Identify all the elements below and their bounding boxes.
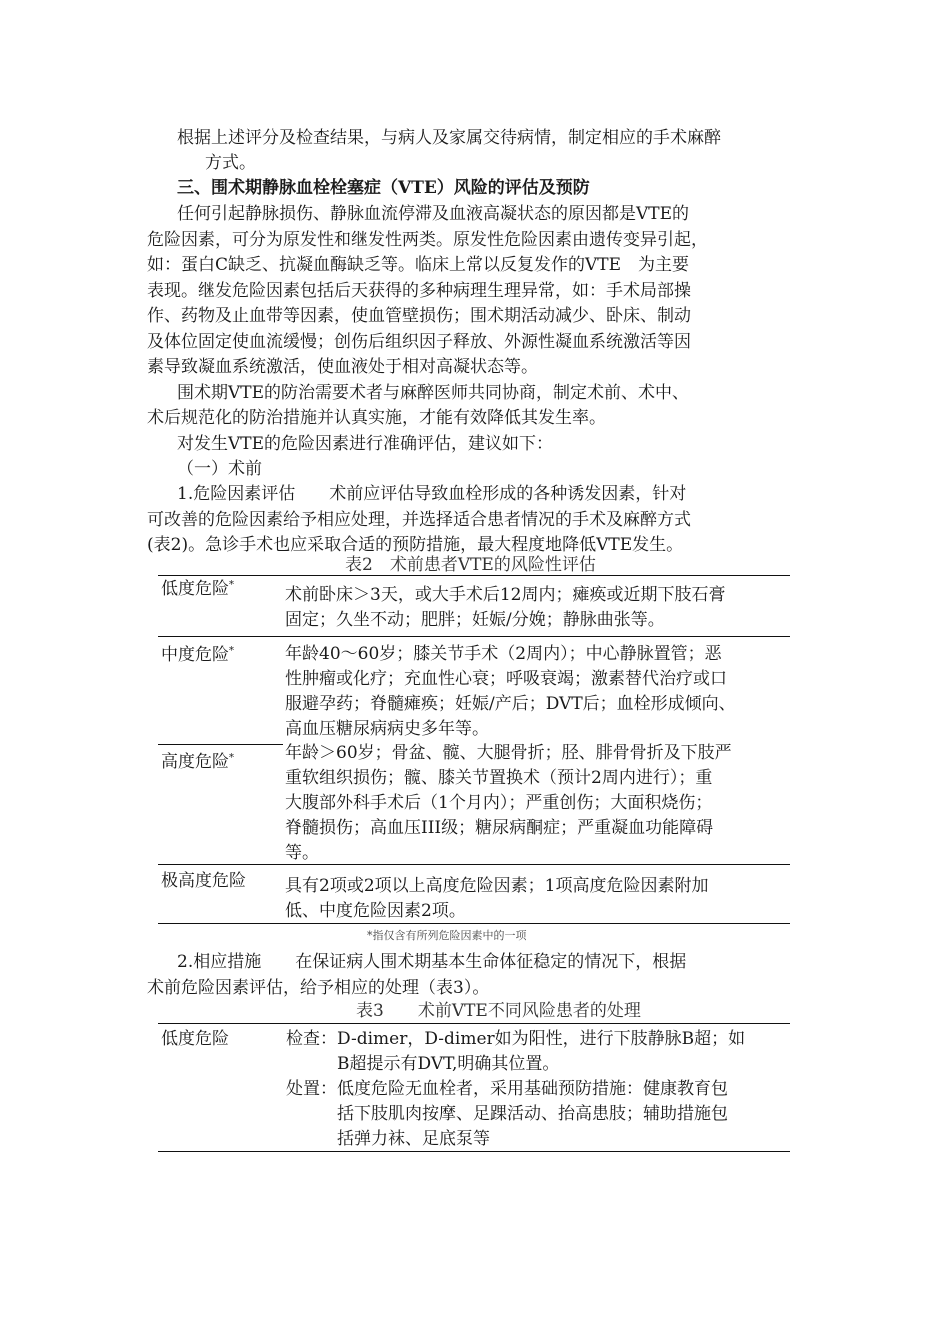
table2-footnote: *指仅含有所列危险因素中的一项 — [367, 929, 527, 942]
para4-line: (表2)。急诊手术也应采取合适的预防措施，最大程度地降低VTE发生。 — [147, 535, 684, 555]
para2-line: 术后规范化的防治措施并认真实施，才能有效降低其发生率。 — [147, 408, 606, 428]
table3-caption: 表3 术前VTE不同风险患者的处理 — [356, 1001, 641, 1021]
table2-row-label: 高度危险* — [161, 752, 234, 772]
para5-line: 2.相应措施 在保证病人围术期基本生命体征稳定的情况下，根据 — [177, 952, 687, 972]
table2-bottom-rule — [158, 923, 790, 924]
para3: 对发生VTE的危险因素进行准确评估，建议如下： — [177, 434, 554, 454]
table2-row-desc: 术前卧床＞3天，或大手术后12周内；瘫痪或近期下肢石膏 固定；久坐不动；肥胖；妊娠/分娩；静脉曲张等。 — [285, 585, 726, 630]
para1-line: 危险因素，可分为原发性和继发性两类。原发性危险因素由遗传变异引起， — [147, 230, 708, 250]
table2-row-label: 低度危险* — [161, 579, 234, 599]
table2-row-desc: 年龄＞60岁；骨盆、髋、大腿骨折；胫、腓骨骨折及下肢严 重软组织损伤；髋、膝关节置换术（预计2周内进行）；重 大腹部外科手术后（1个月内）；严重创伤；大面积烧伤； 脊髓损伤；高血压III级；糖尿病酮症；严重凝血功能障碍 等。 — [285, 743, 732, 863]
para1-line: 表现。继发危险因素包括后天获得的多种病理生理异常，如：手术局部操 — [147, 281, 691, 301]
table3-check: 检查：D-dimer，D-dimer如为阳性，进行下肢静脉B超；如 B超提示有DVT,明确其位置。 — [286, 1029, 746, 1074]
table3-top-rule — [158, 1023, 790, 1024]
table2-row-rule — [158, 636, 790, 637]
section-heading: 三、围术期静脉血栓栓塞症（VTE）风险的评估及预防 — [177, 178, 590, 198]
table2-row-desc: 具有2项或2项以上高度危险因素；1项高度危险因素附加 低、中度危险因素2项。 — [285, 876, 709, 921]
table2-row-rule — [158, 864, 790, 865]
table3-bottom-rule — [158, 1151, 790, 1152]
para1-line: 作、药物及止血带等因素，使血管壁损伤；围术期活动减少、卧床、制动 — [147, 306, 691, 326]
para1-line: 及体位固定使血流缓慢；创伤后组织因子释放、外源性凝血系统激活等因 — [147, 332, 691, 352]
table2-row-desc: 年龄40～60岁；膝关节手术（2周内）；中心静脉置管；恶 性肿瘤或化疗；充血性心衰；呼吸衰竭；激素替代治疗或口 服避孕药；脊髓瘫痪；妊娠/产后；DVT后；血栓形成倾向、 高血压糖尿病病史多年等。 — [285, 644, 736, 739]
para1-line: 素导致凝血系统激活，使血液处于相对高凝状态等。 — [147, 357, 538, 377]
para4-line: 可改善的危险因素给予相应处理，并选择适合患者情况的手术及麻醉方式 — [147, 510, 691, 530]
para1-line: 任何引起静脉损伤、静脉血流停滞及血液高凝状态的原因都是VTE的 — [177, 204, 690, 224]
table2-caption: 表2 术前患者VTE的风险性评估 — [345, 555, 596, 575]
intro-line-2: 方式。 — [205, 153, 256, 173]
table2-row-rule — [158, 744, 283, 745]
para1-line: 如：蛋白C缺乏、抗凝血酶缺乏等。临床上常以反复发作的VTE 为主要 — [147, 255, 690, 275]
table3-row-label: 低度危险 — [161, 1029, 229, 1049]
sub-heading: （一）术前 — [177, 459, 262, 479]
para4-line: 1.危险因素评估 术前应评估导致血栓形成的各种诱发因素，针对 — [177, 484, 687, 504]
para2-line: 围术期VTE的防治需要术者与麻醉医师共同协商，制定术前、术中、 — [177, 383, 690, 403]
intro-line-1: 根据上述评分及检查结果，与病人及家属交待病情，制定相应的手术麻醉 — [177, 128, 721, 148]
table3-treatment: 处置：低度危险无血栓者，采用基础预防措施：健康教育包 括下肢肌肉按摩、足踝活动、抬高患肢；辅助措施包 括弹力袜、足底泵等 — [286, 1079, 728, 1149]
table2-top-rule — [158, 575, 790, 576]
table2-row-label: 中度危险* — [161, 645, 234, 665]
para5-line: 术前危险因素评估，给予相应的处理（表3）。 — [147, 978, 490, 998]
table2-row-label: 极高度危险 — [161, 871, 246, 891]
